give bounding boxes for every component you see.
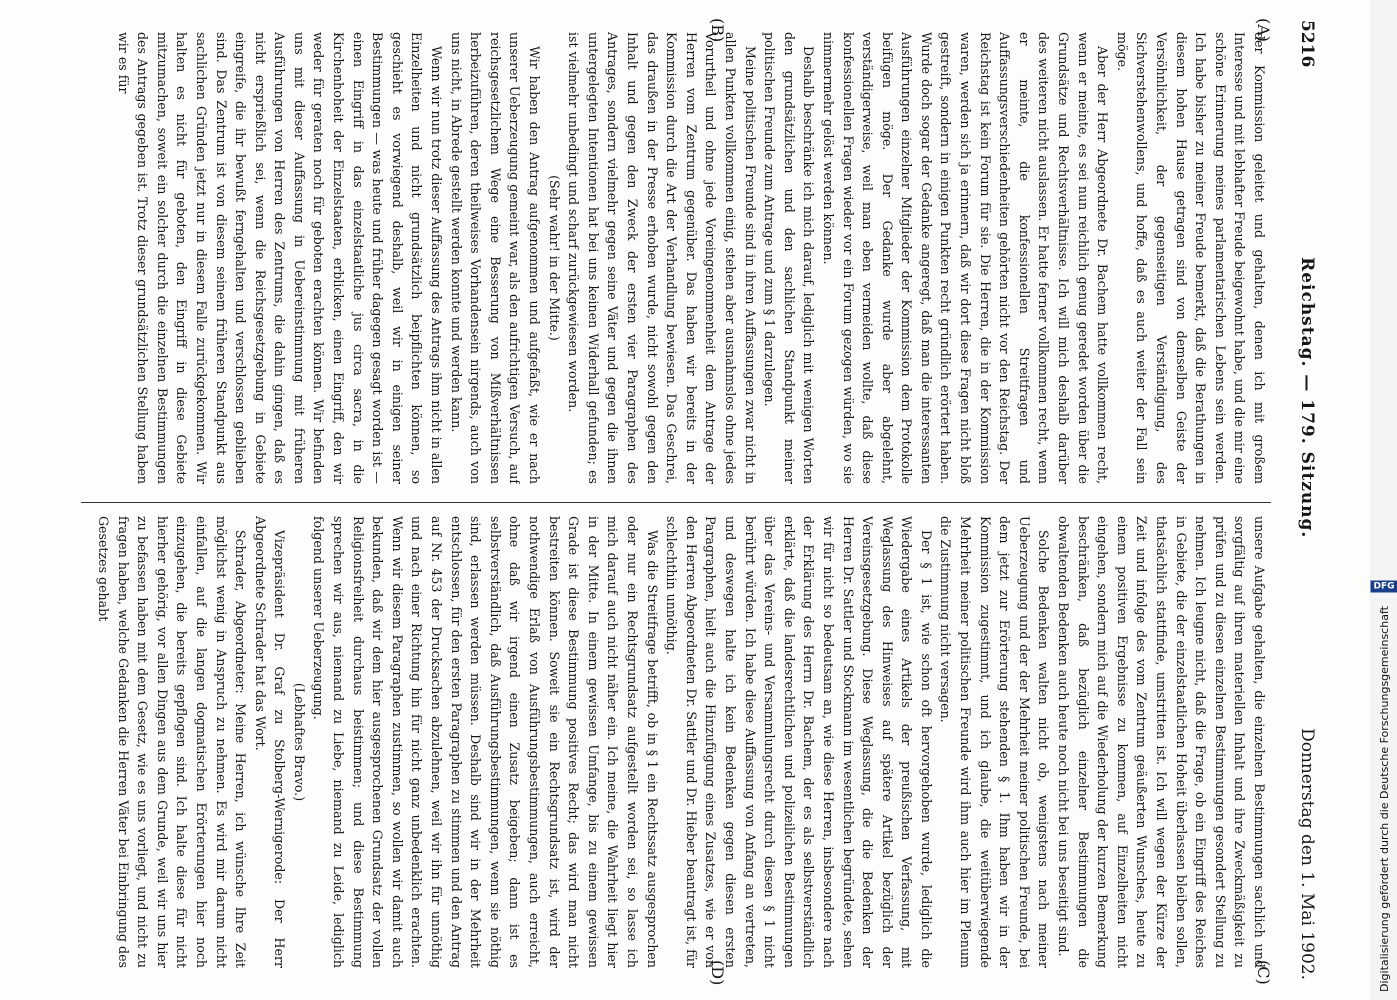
marker-c: (C) <box>1254 960 1273 985</box>
column-divider <box>81 502 1271 503</box>
marker-b: (B) <box>708 18 727 43</box>
rotated-page-content <box>77 18 1327 986</box>
interjection: (Sehr wahr! in der Mitte.) <box>546 175 562 341</box>
left-column <box>83 32 1269 484</box>
dfg-logo: DFG <box>1370 581 1397 593</box>
paragraph: Wir haben den Antrag aufgenommen und aufgefaßt, wie er nach unserer Ueberzeugung gemeint war, als den aufrichtigen Versuch, auf reichsgesetzlichem Wege eine Besserung von Mißverhältnissen herbeizuführen, deren theilweises Vorhandensein nirgends, auch von uns nicht, in Abrede gestellt werden konnte und werden kann. <box>448 32 543 484</box>
paragraph: der Kommission geleitet und gehalten, denen ich mit großem Interesse und mit lebhafter Freude beigewohnt habe, und die mir eine schöne Erinnerung meines parlamentarischen Lebens sein werden. Ich habe bisher zu meiner Freude bemerkt, daß die Berathungen in diesem hohen Hause getragen sind von demselben Geiste der Versöhnlichkeit, der gegenseitigen Verständigung, des Sichverstehenwollens, und hoffe, daß es auch weiter der Fall sein möge. <box>1114 32 1267 484</box>
paragraph: unsere Aufgabe gehalten, die einzelnen Bestimmungen sachlich und sorgfältig auf ihren materiellen Inhalt und ihre Zweckmäßigkeit zu prüfen und zu diesen einzelnen Bestimmungen gesondert Stellung zu nehmen. Ich leugne nicht, daß die Frage, ob ein Eingriff des Reiches in Gebiete, die der einzelstaatlichen Hoheit überlassen bleiben sollen, thatsächlich stattfinde, umstritten ist. Ich will wegen der Kürze der Zeit und infolge des vom Zentrum geäußerten Wunsches, heute zu einem positiven Ergebnisse zu kommen, auf Einzelheiten nicht eingehen, sondern mich auf die Wiederholung der kurzen Bemerkung beschränken, daß bezüglich einzelner Bestimmungen die obwaltenden Bedenken auch heute noch nicht bei uns beseitigt sind. <box>1056 516 1267 968</box>
session-date: Donnerstag den 1. Mai 1902. <box>1297 728 1317 980</box>
marker-d: (D) <box>708 960 727 986</box>
page-header <box>1287 20 1327 980</box>
paragraph: Wenn wir nun trotz dieser Auffassung des Antrags ihm nicht in allen Einzelheiten und nicht grundsätzlich beipflichten können, so geschieht es vorwiegend deshalb, weil wir in einigen seiner Bestimmungen — was heute und früher dagegen gesagt worden ist — einen Eingriff in das einzelstaatliche jus circa sacra, in die Kirchenhoheit der Einzelstaaten, erblicken, einen Eingriff, den wir weder für geraten noch für geboten erachten können. Wir befinden uns mit dieser Auffassung in Uebereinstimmung mit früheren Ausführungen von Herren des Zentrums, die dahin gingen, daß es nicht ersprießlich sei, wenn die Reichsgesetzgebung in Gebiete eingreife, die ihr bewußt ferngehalten und verschlossen geblieben sind. Das Zentrum ist von diesem seinem früheren Standpunkt aus sachlichen Gründen jetzt nur in diesem Falle zurückgekommen. Wir halten es nicht für geboten, den Eingriff in diese Gebiete mitzumachen, soweit ein solcher durch die einzelnen Bestimmungen des Antrags gegeben ist. Trotz dieser grundsätzlichen Stellung haben wir es für <box>115 32 445 484</box>
paragraph: Aber der Herr Abgeordnete Dr. Bachem hatte vollkommen recht, wenn er meinte, es sei nun reichlich genug geredet worden über die Grundsätze und Rechtsverhältnisse. Ich will mich deshalb darüber des weiteren nicht auslassen. Er hatte ferner vollkommen recht, wenn er meinte, die konfessionellen Streitfragen und Auffassungsverschiedenheiten gehörten nicht vor den Reichstag. Der Reichstag ist kein Forum für sie. Die Herren, die in der Kommission waren, werden sich ja erinnern, daß wir dort diese Fragen nicht bloß gestreift, sondern in einigen Punkten recht gründlich erörtert haben. Wurde doch sogar der Gedanke angeregt, daß man die interessanten Ausführungen einzelner Mitglieder der Kommission dem Protokolle beifügen möge. Der Gedanke wurde aber abgelehnt, verständigerweise, weil man eben vermeiden wollte, daß diese konfessionellen Fragen wieder vor ein Forum gezogen würden, wo sie nimmermehr gelöst werden können. <box>820 32 1111 484</box>
speaker-paragraph: Schrader, Abgeordneter: Meine Herren, ich wünsche Ihre Zeit möglichst wenig in Anspruch zu nehmen. Es wird mir darum nicht einfallen, auf die langen dogmatischen Erörterungen hier noch einzugehen, die bereits gepflogen sind. Ich halte diese für nicht hierher gehörig, vor allen Dingen aus dem Grunde, weil wir uns hier zu befassen haben mit dem Gesetz, wie es uns vorliegt, und nicht zu fragen haben, welche Gedanken die Herren Väter bei Einbringung des Gesetzes gehabt <box>95 516 249 968</box>
speaker-paragraph: Vizepräsident Dr. Graf zu Stolberg-Wernigerode: Der Herr Abgeordnete Schrader hat das Wort. <box>252 516 288 968</box>
paragraph: Deshalb beschränke ich mich darauf, lediglich mit wenigen Worten den grundsätzlichen und den sachlichen Standpunkt meiner politischen Freunde zum Antrage und zum § 1 darzulegen. <box>762 32 817 484</box>
paragraph: Meine politischen Freunde sind in ihren Auffassungen zwar nicht in allen Punkten vollkommen einig, stehen aber ausnahmslos ohne jedes Vorurtheil und ohne jede Voreingenommenheit dem Antrage der Herren vom Zentrum gegenüber. Das haben wir bereits in der Kommission durch die Art der Verhandlung bewiesen. Das Geschrei, das draußen in der Presse erhoben wurde, nicht sowohl gegen den Inhalt und gegen den Zweck der ersten vier Paragraphen des Antrages, sondern vielmehr gegen seine Väter und gegen die ihnen untergelegten Intentionen hat bei uns keinen Widerhall gefunden; es ist vielmehr unbedingt und scharf zurückgewiesen worden. <box>566 32 758 484</box>
digitization-text: Digitalisierung gefördert durch die Deutsche Forschungsgemeinschaft <box>1377 606 1391 992</box>
session-title: Reichstag. — 179. Sitzung. <box>1297 257 1317 539</box>
paragraph: Solche Bedenken walten nicht ob, wenigstens nach meiner Ueberzeugung und der der Mehrheit meiner politischen Freunde, bei dem jetzt zur Erörterung stehenden § 1. Ihm haben wir in der Kommission zugestimmt, und ich glaube, die weitüberwiegende Mehrheit meiner politischen Freunde wird ihm auch hier im Plenum die Zustimmung nicht versagen. <box>938 516 1052 968</box>
right-column <box>83 516 1269 968</box>
page-number: 5216 <box>1297 20 1317 68</box>
paragraph: Der § 1 ist, wie schon oft hervorgehoben wurde, lediglich die Wiedergabe eines Artikels der preußischen Verfassung, mit Weglassung des Hinweises auf spätere Artikel bezüglich der Vereinsgesetzgebung. Diese Weglassung, die die Bedenken der Herren Dr. Sattler und Stockmann im wesentlichen begründete, sehen wir für nicht so bedeutsam an, wie diese Herren, insbesondere nach der Erklärung des Herrn Dr. Bachem, der es als selbstverständlich erklärte, daß die landesrechtlichen und polizeilichen Bestimmungen über das Vereins- und Versammlungsrecht durch diesen § 1 nicht berührt würden. Ich habe diese Auffassung von Anfang an vertreten, und deswegen halte ich kein Bedenken gegen diesen ersten Paragraphen, hielt auch die Hinzufügung eines Zusatzes, wie er von den Herren Abgeordneten Dr. Sattler und Dr. Hieber beantragt ist, für schlechthin unnöthig. <box>664 516 934 968</box>
interjection: (Lebhaftes Bravo.) <box>291 682 307 802</box>
paragraph: Was die Streitfrage betrifft, ob in § 1 ein Rechtssatz ausgesprochen oder nur ein Rechtsgrundsatz aufgestellt worden sei, so lasse ich mich darauf auch nicht näher ein. Ich meine, die Wahrheit liegt hier in der Mitte. In einem gewissen Umfange, bis zu einem gewissen Grade ist diese Bestimmung positives Recht; das wird man nicht bestreiten können. Soweit sie ein Rechtsgrundsatz ist, wird der nothwendige Erlaß von Ausführungsbestimmungen, auch erreicht, ohne daß wir irgend einen Zusatz beigeben; dann ist es selbstverständlich, daß Ausführungsbestimmungen, wenn sie nöthig sind, erlassen werden müssen. Deshalb sind wir in der Mehrheit entschlossen, für den ersten Paragraphen zu stimmen und den Antrag auf Nr. 453 der Drucksachen abzulehnen, weil wir ihn für unnöthig und nach einer Richtung hin für nicht ganz unbedenklich erachten. Wenn wir diesem Paragraphen zustimmen, so wollen wir damit auch bekunden, daß wir dem hier ausgesprochenen Grundsatz der vollen Religionsfreiheit durchaus beistimmen; und diese Bestimmung sprechen wir aus, niemand zu Liebe, niemand zu Leide, lediglich folgend unserer Ueberzeugung. <box>311 516 660 968</box>
digitization-note <box>1373 0 1395 992</box>
marker-a: (A) <box>1254 18 1273 43</box>
